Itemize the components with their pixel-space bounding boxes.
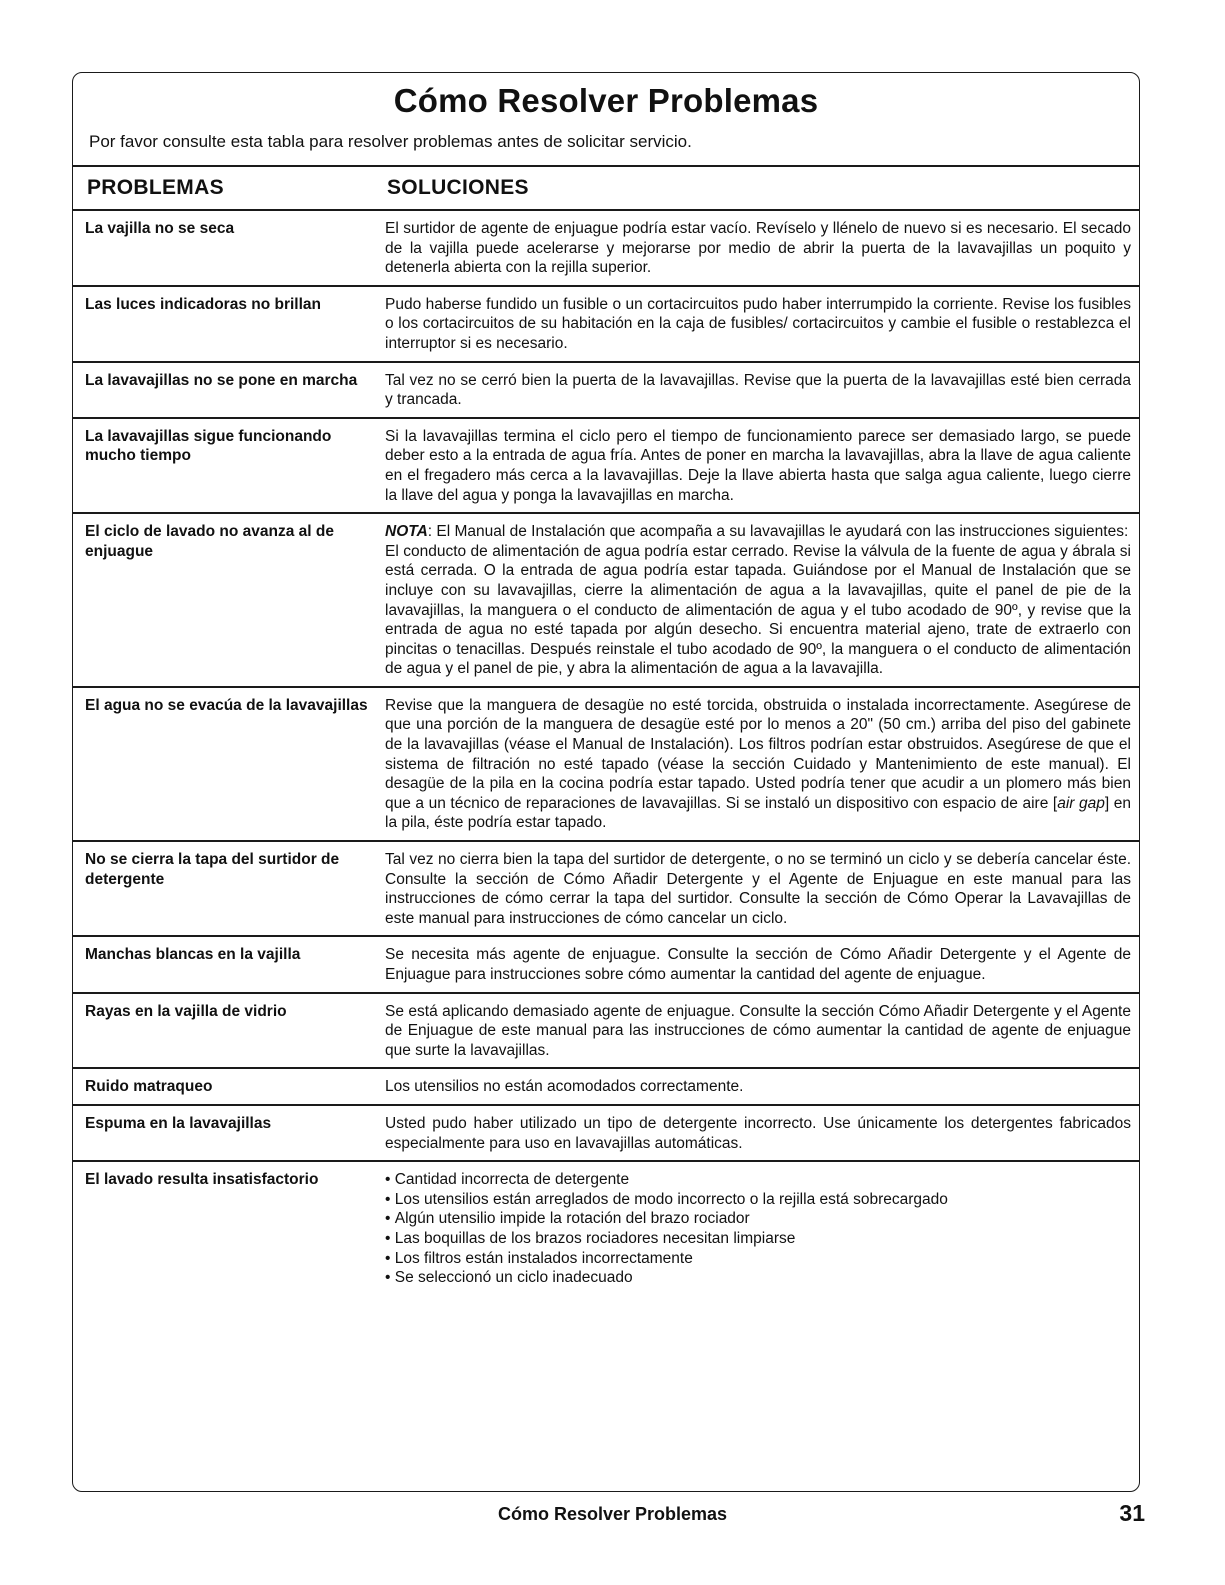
solution-cell — [385, 696, 1139, 833]
column-header-solutions: SOLUCIONES — [387, 176, 529, 199]
bullet-item: • Cantidad incorrecta de detergente — [385, 1170, 1131, 1190]
table-row — [73, 287, 1139, 363]
bullet-item: • Las boquillas de los brazos rociadores necesitan limpiarse — [385, 1229, 1131, 1249]
table-row — [73, 363, 1139, 419]
solution-text: El conducto de alimentación de agua podría estar cerrado. Revise la válvula de la fuente de agua y ábrala si está cerrada. O la entrada de agua podría estar tapada. Guiándose por el Manual de Instalación que se incluye con su lavavajillas, cierre la alimentación de agua a la lavavajillas, quite el panel de pie de la lavavajillas, la manguera o el conducto de alimentación de agua y el tubo acodado de 90º, y revise que la entrada de agua no esté tapada por algún desecho. Si encuentra material ajeno, trate de extraerlo con pincitas o tenacillas. Después reinstale el tubo acodado de 90º, la manguera o el conducto de alimentación de agua y el panel de pie, y abra la alimentación de agua a la lavavajilla. — [385, 542, 1131, 678]
page-number: 31 — [1119, 1500, 1145, 1526]
troubleshooting-table-body — [73, 211, 1139, 1295]
solution-cell: Tal vez no cierra bien la tapa del surtidor de detergente, o no se terminó un ciclo y se debería cancelar éste. Consulte la sección de Cómo Añadir Detergente y el Agente de Enjuague en este manual para las instrucciones de cómo cerrar la tapa del surtidor. Consulte la sección de Cómo Operar la Lavavajillas de este manual para instrucciones de cómo cancelar un ciclo. — [385, 851, 1131, 927]
solution-text-end: ] en la pila, éste podría estar tapado. — [385, 794, 1131, 832]
page-intro: Por favor consulte esta tabla para resolver problemas antes de solicitar servicio. — [89, 132, 692, 151]
solution-cell: Si la lavavajillas termina el ciclo pero el tiempo de funcionamiento parece ser demasiado largo, se puede deber esto a la entrada de agua fría. Antes de poner en marcha la lavavajillas, abra la llave de agua caliente en el fregadero más cerca a la lavavajillas. Deje la llave abierta hasta que salga agua caliente, luego cierre la llave del agua y ponga la lavavajillas en marcha. — [385, 427, 1131, 504]
problem-cell: Manchas blancas en la vajilla — [85, 946, 301, 964]
troubleshooting-frame — [72, 72, 1140, 1492]
table-header — [73, 165, 1139, 211]
problem-cell: La lavavajillas no se pone en marcha — [85, 371, 358, 389]
bullet-item: • Se seleccionó un ciclo inadecuado — [385, 1268, 1131, 1288]
solution-cell: Se necesita más agente de enjuague. Consulte la sección de Cómo Añadir Detergente y el Agente de Enjuague para instrucciones sobre cómo aumentar la cantidad del agente de enjuague. — [385, 946, 1131, 983]
problem-cell: Espuma en la lavavajillas — [85, 1114, 272, 1132]
table-row — [73, 688, 1139, 842]
solution-cell: El surtidor de agente de enjuague podría estar vacío. Revíselo y llénelo de nuevo si es necesario. El secado de la vajilla puede acelerarse y mejorarse por medio de abrir la puerta de la lavavajillas un poquito y detenerla abierta con la rejilla superior. — [385, 220, 1131, 277]
problem-cell: La vajilla no se seca — [85, 220, 235, 237]
table-row — [73, 842, 1139, 937]
table-row — [73, 1069, 1139, 1106]
bullet-item: • Los utensilios están arreglados de modo incorrecto o la rejilla está sobrecargado — [385, 1190, 1131, 1210]
nota-label: NOTA — [385, 523, 428, 541]
bullet-item: • Los filtros están instalados incorrectamente — [385, 1249, 1131, 1269]
nota-paragraph — [385, 522, 1131, 542]
solution-cell — [385, 522, 1139, 679]
problem-cell: No se cierra la tapa del surtidor de detergente — [85, 851, 340, 888]
table-row — [73, 211, 1139, 287]
table-row — [73, 994, 1139, 1070]
column-header-problems: PROBLEMAS — [87, 176, 224, 199]
table-row — [73, 514, 1139, 688]
solution-text: Revise que la manguera de desagüe no esté torcida, obstruida o instalada incorrectamente. Asegúrese de que una porción de la manguera de desagüe esté por lo menos a 20" (50 cm.) arriba del piso del gabinete de la lavavajillas (véase el Manual de Instalación). Los filtros podrían estar obstruidos. Asegúrese de que el sistema de filtración no esté tapado (véase la sección Cuidado y Mantenimiento de este manual). El desagüe de la pila en la cocina podría estar tapado. Usted podría tener que acudir a un plomero más bien que a un técnico de reparaciones de lavavajillas. Si se instaló un dispositivo con espacio de aire [ — [385, 696, 1131, 812]
problem-cell: La lavavajillas sigue funcionando mucho tiempo — [85, 427, 332, 465]
table-row — [73, 1162, 1139, 1295]
bullet-item: • Algún utensilio impide la rotación del brazo rociador — [385, 1209, 1131, 1229]
solution-cell: Pudo haberse fundido un fusible o un cortacircuitos pudo haber interrumpido la corriente. Revise los fusibles o los cortacircuitos de su habitación en la caja de fusibles/ cortacircuitos y cambie el fusible o restablezca el interruptor si es necesario. — [385, 295, 1131, 352]
problem-cell: Rayas en la vajilla de vidrio — [85, 1002, 287, 1020]
nota-text: : El Manual de Instalación que acompaña a su lavavajillas le ayudará con las instrucciones siguientes: — [427, 523, 1129, 541]
page-title: Cómo Resolver Problemas — [393, 82, 819, 119]
problem-cell: Ruido matraqueo — [85, 1078, 213, 1096]
problem-cell: Las luces indicadoras no brillan — [85, 295, 322, 313]
footer-title: Cómo Resolver Problemas — [497, 1504, 728, 1524]
solution-cell — [385, 1170, 1139, 1288]
table-row — [73, 1106, 1139, 1162]
table-row — [73, 419, 1139, 514]
solution-cell: Se está aplicando demasiado agente de enjuague. Consulte la sección Cómo Añadir Detergente y el Agente de Enjuague de este manual para las instrucciones de cómo aumentar la cantidad de agente de enjuague que surte la lavavajillas. — [385, 1002, 1131, 1059]
problem-cell: El ciclo de lavado no avanza al de enjuague — [85, 523, 334, 560]
problem-cell: El lavado resulta insatisfactorio — [85, 1171, 319, 1189]
solution-cell: Usted pudo haber utilizado un tipo de detergente incorrecto. Use únicamente los detergentes fabricados especialmente para uso en lavavajillas automáticas. — [385, 1114, 1131, 1152]
air-gap-term: air gap — [1057, 794, 1105, 812]
table-row — [73, 937, 1139, 993]
bullet-list — [385, 1170, 1131, 1288]
solution-cell: Los utensilios no están acomodados correctamente. — [385, 1078, 744, 1096]
problem-cell: El agua no se evacúa de la lavavajillas — [85, 696, 368, 714]
solution-cell: Tal vez no se cerró bien la puerta de la lavavajillas. Revise que la puerta de la lavavajillas esté bien cerrada y trancada. — [385, 371, 1131, 409]
